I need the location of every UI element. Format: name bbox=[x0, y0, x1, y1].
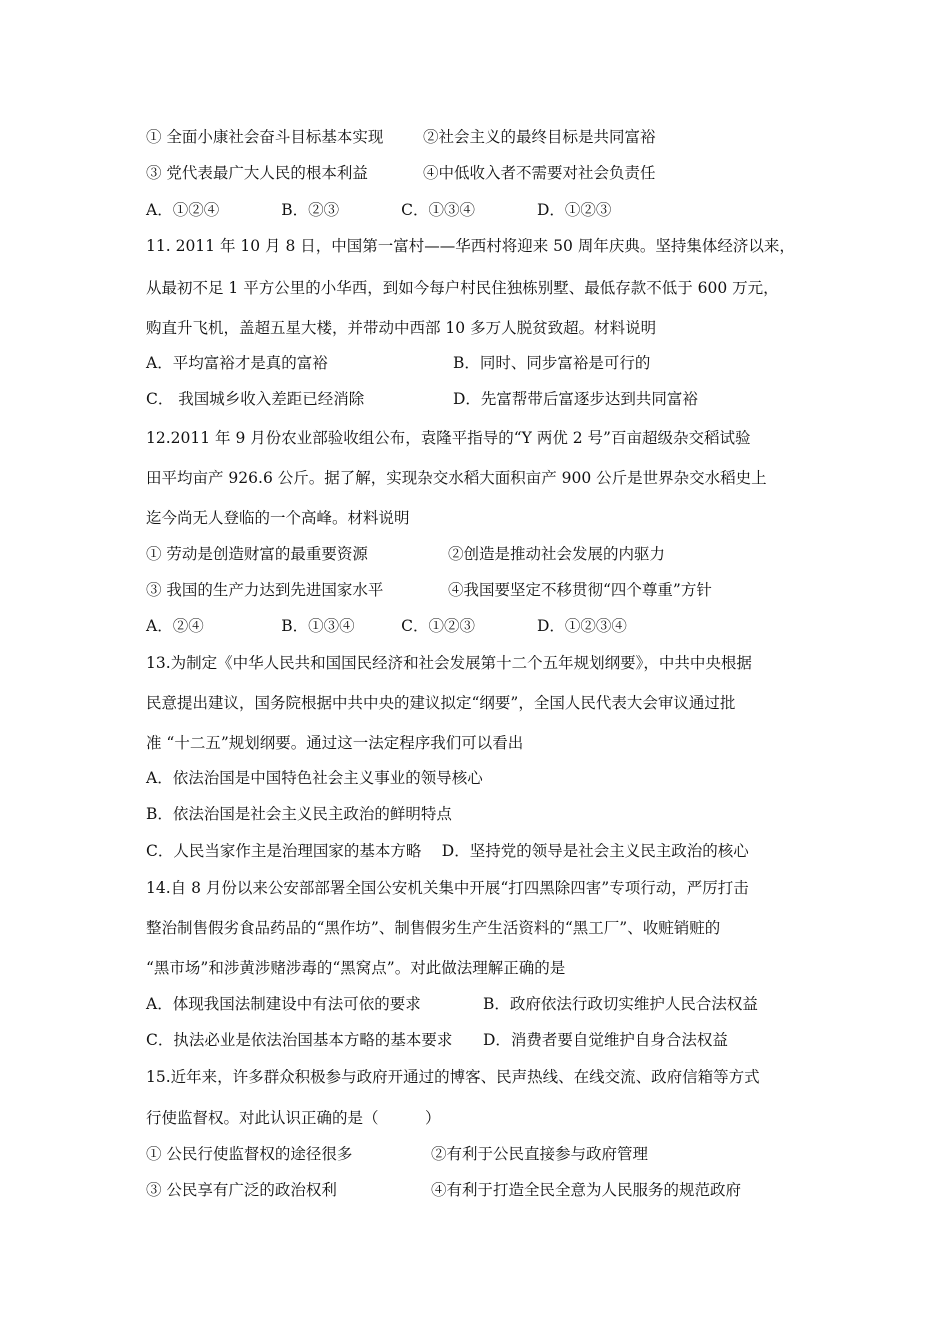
option-3: ③ 公民享有广泛的政治权利 bbox=[146, 1181, 337, 1199]
q15-stem-line2: 行使监督权。对此认识正确的是（ ） bbox=[146, 1109, 441, 1127]
option-4: ④我国要坚定不移贯彻“四个尊重”方针 bbox=[448, 581, 712, 599]
q15-options-row1 bbox=[146, 1144, 649, 1164]
option-2: ②创造是推动社会发展的内驱力 bbox=[448, 545, 666, 563]
choice-d: D．先富帮带后富逐步达到共同富裕 bbox=[453, 390, 698, 408]
q11-choices-row1 bbox=[146, 353, 651, 373]
option-2: ②社会主义的最终目标是共同富裕 bbox=[423, 128, 656, 146]
q12-options-row1 bbox=[146, 544, 666, 564]
q13-choice-cd: C．人民当家作主是治理国家的基本方略 D．坚持党的领导是社会主义民主政治的核心 bbox=[146, 842, 749, 860]
q12-stem-line1: 12.2011 年 9 月份农业部验收组公布，袁隆平指导的“Y 两优 2 号”百亩超级杂交稻试验 bbox=[146, 429, 751, 447]
choice-a: A．平均富裕才是真的富裕 bbox=[146, 354, 328, 372]
q14-choices-row1 bbox=[146, 994, 758, 1014]
q11-choices-row2 bbox=[146, 389, 698, 409]
q13-choice-a: A．依法治国是中国特色社会主义事业的领导核心 bbox=[146, 769, 483, 787]
q10-options-row2 bbox=[146, 163, 656, 183]
q11-stem-line1: 11. 2011 年 10 月 8 日，中国第一富村——华西村将迎来 50 周年庆典。坚持集体经济以来， bbox=[146, 237, 795, 255]
q13-stem-line1: 13.为制定《中华人民共和国国民经济和社会发展第十二个五年规划纲要》，中共中央根据 bbox=[146, 654, 752, 672]
q13-stem-line3: 准 “十二五”规划纲要。通过这一法定程序我们可以看出 bbox=[146, 734, 524, 752]
q15-stem-line1: 15.近年来，许多群众积极参与政府开通过的博客、民声热线、在线交流、政府信箱等方式 bbox=[146, 1068, 760, 1086]
option-1: ① 公民行使监督权的途径很多 bbox=[146, 1145, 353, 1163]
q14-stem-line1: 14.自 8 月份以来公安部部署全国公安机关集中开展“打四黑除四害”专项行动，严厉打击 bbox=[146, 879, 749, 897]
q12-choices: A．②④ B．①③④ C．①②③ D．①②③④ bbox=[146, 617, 627, 635]
q14-stem-line2: 整治制售假劣食品药品的“黑作坊”、制售假劣生产生活资料的“黑工厂”、收赃销赃的 bbox=[146, 919, 721, 937]
q14-stem-line3: “黑市场”和涉黄涉赌涉毒的“黑窝点”。对此做法理解正确的是 bbox=[146, 959, 566, 977]
q12-stem-line2: 田平均亩产 926.6 公斤。据了解，实现杂交水稻大面积亩产 900 公斤是世界杂交水稻史上 bbox=[146, 469, 767, 487]
q12-stem-line3: 迄今尚无人登临的一个高峰。材料说明 bbox=[146, 509, 410, 527]
q11-stem-line3: 购直升飞机，盖超五星大楼，并带动中西部 10 多万人脱贫致超。材料说明 bbox=[146, 319, 657, 337]
choice-b: B．同时、同步富裕是可行的 bbox=[453, 354, 651, 372]
option-2: ②有利于公民直接参与政府管理 bbox=[431, 1145, 649, 1163]
q14-choices-row2 bbox=[146, 1030, 728, 1050]
choice-a: A．体现我国法制建设中有法可依的要求 bbox=[146, 995, 421, 1013]
q11-stem-line2: 从最初不足 1 平方公里的小华西，到如今每户村民住独栋别墅、最低存款不低于 600 万元， bbox=[146, 279, 779, 297]
q13-stem-line2: 民意提出建议，国务院根据中共中央的建议拟定“纲要”，全国人民代表大会审议通过批 bbox=[146, 694, 736, 712]
q15-options-row2 bbox=[146, 1180, 742, 1200]
q12-options-row2 bbox=[146, 580, 712, 600]
option-3: ③ 党代表最广大人民的根本利益 bbox=[146, 164, 368, 182]
option-4: ④中低收入者不需要对社会负责任 bbox=[423, 164, 656, 182]
choice-c: C．执法必业是依法治国基本方略的基本要求 bbox=[146, 1031, 453, 1049]
choice-c: C． 我国城乡收入差距已经消除 bbox=[146, 390, 365, 408]
option-4: ④有利于打造全民全意为人民服务的规范政府 bbox=[431, 1181, 742, 1199]
option-3: ③ 我国的生产力达到先进国家水平 bbox=[146, 581, 384, 599]
choice-d: D．消费者要自觉维护自身合法权益 bbox=[483, 1031, 728, 1049]
option-1: ① 全面小康社会奋斗目标基本实现 bbox=[146, 128, 384, 146]
q13-choice-b: B．依法治国是社会主义民主政治的鲜明特点 bbox=[146, 805, 452, 823]
option-1: ① 劳动是创造财富的最重要资源 bbox=[146, 545, 368, 563]
choice-b: B．政府依法行政切实维护人民合法权益 bbox=[483, 995, 758, 1013]
q10-choices: A．①②④ B．②③ C．①③④ D．①②③ bbox=[146, 201, 612, 219]
q10-options-row1 bbox=[146, 127, 656, 147]
